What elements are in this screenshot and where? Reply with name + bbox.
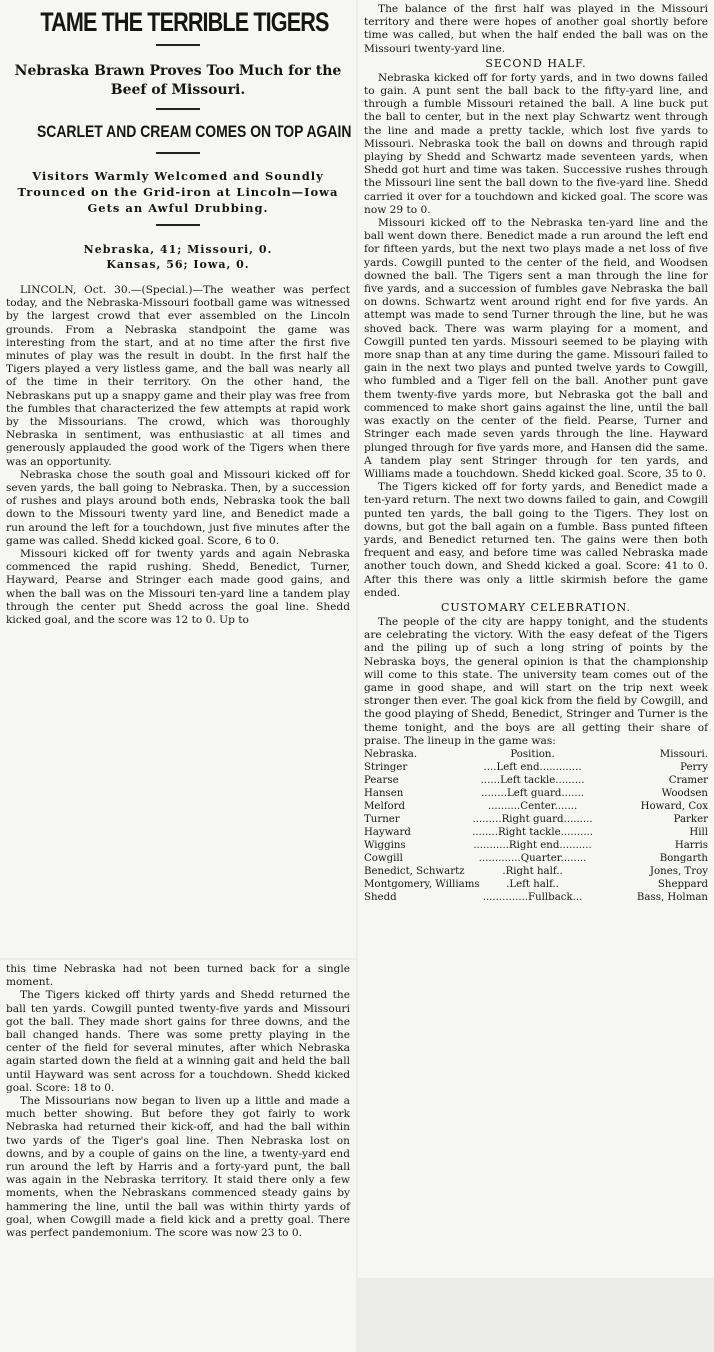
lineup-position: ........Left guard....... (481, 787, 585, 799)
rule (156, 152, 200, 154)
lineup-nebraska-player: Cowgill (364, 852, 403, 864)
rule (156, 44, 200, 46)
rule (156, 108, 200, 110)
lineup-missouri-player: Howard, Cox (640, 800, 708, 812)
lineup-position: ....Left end............. (483, 761, 582, 773)
lineup-missouri-player: Parker (673, 813, 708, 825)
score-line: Kansas, 56; Iowa, 0. (106, 258, 250, 271)
lineup-header-row (364, 748, 708, 761)
headline: TAME THE TERRIBLE TIGERS (40, 7, 329, 37)
lineup-nebraska-player: Wiggins (364, 839, 406, 851)
right-column-clipping (358, 0, 714, 1278)
lineup-row (364, 891, 708, 904)
lineup-nebraska-player: Pearse (364, 774, 399, 786)
lineup-position: ......Left tackle......... (480, 774, 585, 786)
article-paragraph: The Missourians now began to liven up a little and made a much better showing. But before they got fairly to work Nebraska had returned their kick-off, and had the ball within two yards of the Tiger's goal line. Then Nebraska lost on downs, and by a couple of gains on the line, a twenty-yard end run around the left by Harris and a forty-yard punt, the ball was again in the Nebraska territory. It staid there only a few moments, when the Nebraskans commenced steady gains by hammering the line, until the ball was within thirty yards of goal, when Cowgill made a field kick and a pretty goal. There was perfect pandemonium. The score was now 23 to 0. (6, 1095, 350, 1240)
lineup-nebraska-player: Montgomery, Williams (364, 878, 480, 890)
rule (156, 224, 200, 226)
lineup-row (364, 787, 708, 800)
lineup-nebraska-player: Hansen (364, 787, 404, 799)
lineup-row (364, 852, 708, 865)
article-paragraph: The Tigers kicked off for forty yards, and Benedict made a ten-yard return. The next two downs failed to gain, and Cowgill punted ten yards, the ball going to the Tigers. They lost on downs, but got the ball again on a fumble. Bass punted fifteen yards, and Benedict returned ten. The gains were then both frequent and easy, and before time was called Nebraska made another touch down, and Shedd kicked a goal. Score: 41 to 0. After this there was only a little skirmish before the game ended. (364, 481, 708, 599)
article-paragraph: The balance of the first half was played in the Missouri territory and there were hopes of another goal shortly before time was called, but when the half ended the ball was on the Missouri twenty-yard line. (364, 3, 708, 55)
lineup-position: ........Right tackle.......... (472, 826, 594, 838)
lineup-nebraska-player: Turner (364, 813, 400, 825)
lineup-row (364, 826, 708, 839)
lineup-row (364, 865, 708, 878)
lineup-row (364, 878, 708, 891)
lineup-row (364, 761, 708, 774)
lineup-header-missouri: Missouri. (659, 748, 708, 760)
lineup-missouri-player: Bongarth (659, 852, 708, 864)
lineup-missouri-player: Jones, Troy (649, 865, 708, 877)
left-column-bottom-clipping (0, 960, 356, 1352)
lineup-row (364, 813, 708, 826)
deck-visitors-welcomed: Visitors Warmly Welcomed and Soundly Trounced on the Grid-iron at Lincoln—Iowa Gets an Awful Drubbing. (17, 169, 339, 215)
lineup-missouri-player: Woodsen (661, 787, 708, 799)
lineup-missouri-player: Sheppard (657, 878, 708, 890)
lineup-missouri-player: Harris (674, 839, 708, 851)
article-paragraph: Missouri kicked off for twenty yards and again Nebraska commenced the rapid rushing. Shedd, Benedict, Turner, Hayward, Pearse and Stringer each made good gains, and when the ball was on the Missouri ten-yard line a tandem play through the center put Shedd across the goal line. Shedd kicked goal, and the score was 12 to 0. Up to (6, 548, 350, 627)
article-paragraph: this time Nebraska had not been turned back for a single moment. (6, 963, 350, 989)
article-paragraph: The Tigers kicked off thirty yards and Shedd returned the ball ten yards. Cowgill punted twenty-five yards and Missouri got the ball. They made short gains for three downs, and the ball changed hands. There was some pretty playing in the center of the field for several minutes, after which Nebraska again started down the field at a winning gait and held the ball until Hayward was sent across for a touchdown. Shedd kicked goal. Score: 18 to 0. (6, 989, 350, 1094)
left-column-top-clipping (0, 0, 356, 958)
lineup-nebraska-player: Benedict, Schwartz (364, 865, 465, 877)
deck-nebraska-brawn: Nebraska Brawn Proves Too Much for the Beef of Missouri. (14, 63, 342, 98)
article-paragraph: Nebraska kicked off for forty yards, and in two downs failed to gain. A punt sent the ball back to the fifty-yard line, and through a fumble Missouri retained the ball. A line buck put the ball to center, but in the next play Schwartz went through the line and made a pretty tackle, which lost five yards to Missouri. Nebraska took the ball on downs and through rapid playing by Shedd and Schwartz made seventeen yards, when Shedd got hurt and time was taken. Successive rushes through the Missouri line sent the ball down to the five-yard line. Shedd carried it over for a touchdown and kicked goal. The score was now 29 to 0. (364, 71, 708, 216)
lineup-position: .Left half.. (506, 878, 559, 890)
subhead-second-half: SECOND HALF. (485, 56, 587, 70)
lineup-position: ...........Right end.......... (473, 839, 592, 851)
lineup-table (364, 748, 708, 904)
article-paragraph: Nebraska chose the south goal and Missouri kicked off for seven yards, the ball going to Nebraska. Then, by a succession of rushes and plays around both ends, Nebraska took the ball down to the Missouri twenty yard line, and Benedict made a run around the left for a touchdown, just five minutes after the game was called. Shedd kicked goal. Score, 6 to 0. (6, 468, 350, 547)
subhead-customary-celebration: CUSTOMARY CELEBRATION. (440, 600, 632, 614)
lineup-header-position: Position. (510, 748, 555, 760)
deck-scarlet-and-cream: SCARLET AND CREAM COMES ON TOP AGAIN (36, 122, 352, 141)
lineup-nebraska-player: Hayward (364, 826, 411, 838)
lineup-missouri-player: Perry (680, 761, 708, 773)
score-line: Nebraska, 41; Missouri, 0. (83, 243, 273, 256)
lineup-position: .............Quarter........ (478, 852, 587, 864)
article-paragraph: Missouri kicked off to the Nebraska ten-yard line and the ball went down there. Benedict made a run around the left end for fifteen yards, but the next two plays made a net loss of five yards. Cowgill punted to the center of the field, and Woodsen downed the ball. The Tigers sent a man through the line for five yards, and a succession of fumbles gave Nebraska the ball on downs. Schwartz went around right end for five yards. An attempt was made to send Turner through the line, but he was shoved back. There was warm playing for a moment, and Cowgill punted ten yards. Missouri seemed to be playing with more snap than at any time during the game. Missouri failed to gain in the next two plays and punted twelve yards to Cowgill, who fumbled and a Tiger fell on the ball. Another punt gave them twenty-five yards more, but Nebraska got the ball and commenced to make short gains against the line, until the ball was exactly on the center of the field. Pearse, Turner and Stringer each made seven yards through the line. Hayward plunged through for five yards more, and Hansen did the same. A tandem play sent Stringer through for ten yards, and Williams made a touchdown. Shedd kicked goal. Score, 35 to 0. (364, 217, 708, 480)
article-paragraph: The people of the city are happy tonight, and the students are celebrating the victory. With the easy defeat of the Tigers and the piling up of such a long string of points by the Nebraska boys, the general opinion is that the championship will come to this state. The university team comes out of the game in good shape, and will start on the trip next week stronger then ever. The goal kick from the field by Cowgill, and the good playing of Shedd, Benedict, Stringer and Turner is the theme tonight, and the boys are all getting their share of praise. The lineup in the game was: (364, 615, 708, 747)
lineup-missouri-player: Hill (689, 826, 708, 838)
article-paragraph: LINCOLN, Oct. 30.—(Special.)—The weather was perfect today, and the Nebraska-Missouri football game was witnessed by the largest crowd that ever assembled on the Lincoln grounds. From a Nebraska standpoint the game was interesting from the start, and at no time after the first five minutes of play was the result in doubt. In the first half the Tigers played a very listless game, and the ball was nearly all of the time in their territory. On the other hand, the Nebraskans put up a snappy game and their play was free from the fumbles that characterized the few attempts at rapid work by the Missourians. The crowd, which was thoroughly Nebraska in sentiment, was enthusiastic at all times and generously applauded the good work of the Tigers when there was an opportunity. (6, 284, 350, 468)
lineup-missouri-player: Bass, Holman (636, 891, 708, 903)
lineup-nebraska-player: Melford (364, 800, 406, 812)
score-summary (6, 242, 350, 272)
lineup-nebraska-player: Shedd (364, 891, 397, 903)
lineup-position: .Right half.. (502, 865, 563, 877)
lineup-missouri-player: Cramer (668, 774, 708, 786)
lineup-header-nebraska: Nebraska. (364, 748, 418, 760)
lineup-row (364, 800, 708, 813)
lineup-position: .........Right guard......... (472, 813, 593, 825)
lineup-row (364, 774, 708, 787)
lineup-position: ..........Center....... (487, 800, 578, 812)
lineup-row (364, 839, 708, 852)
lineup-position: ..............Fullback... (482, 891, 583, 903)
lineup-nebraska-player: Stringer (364, 761, 408, 773)
